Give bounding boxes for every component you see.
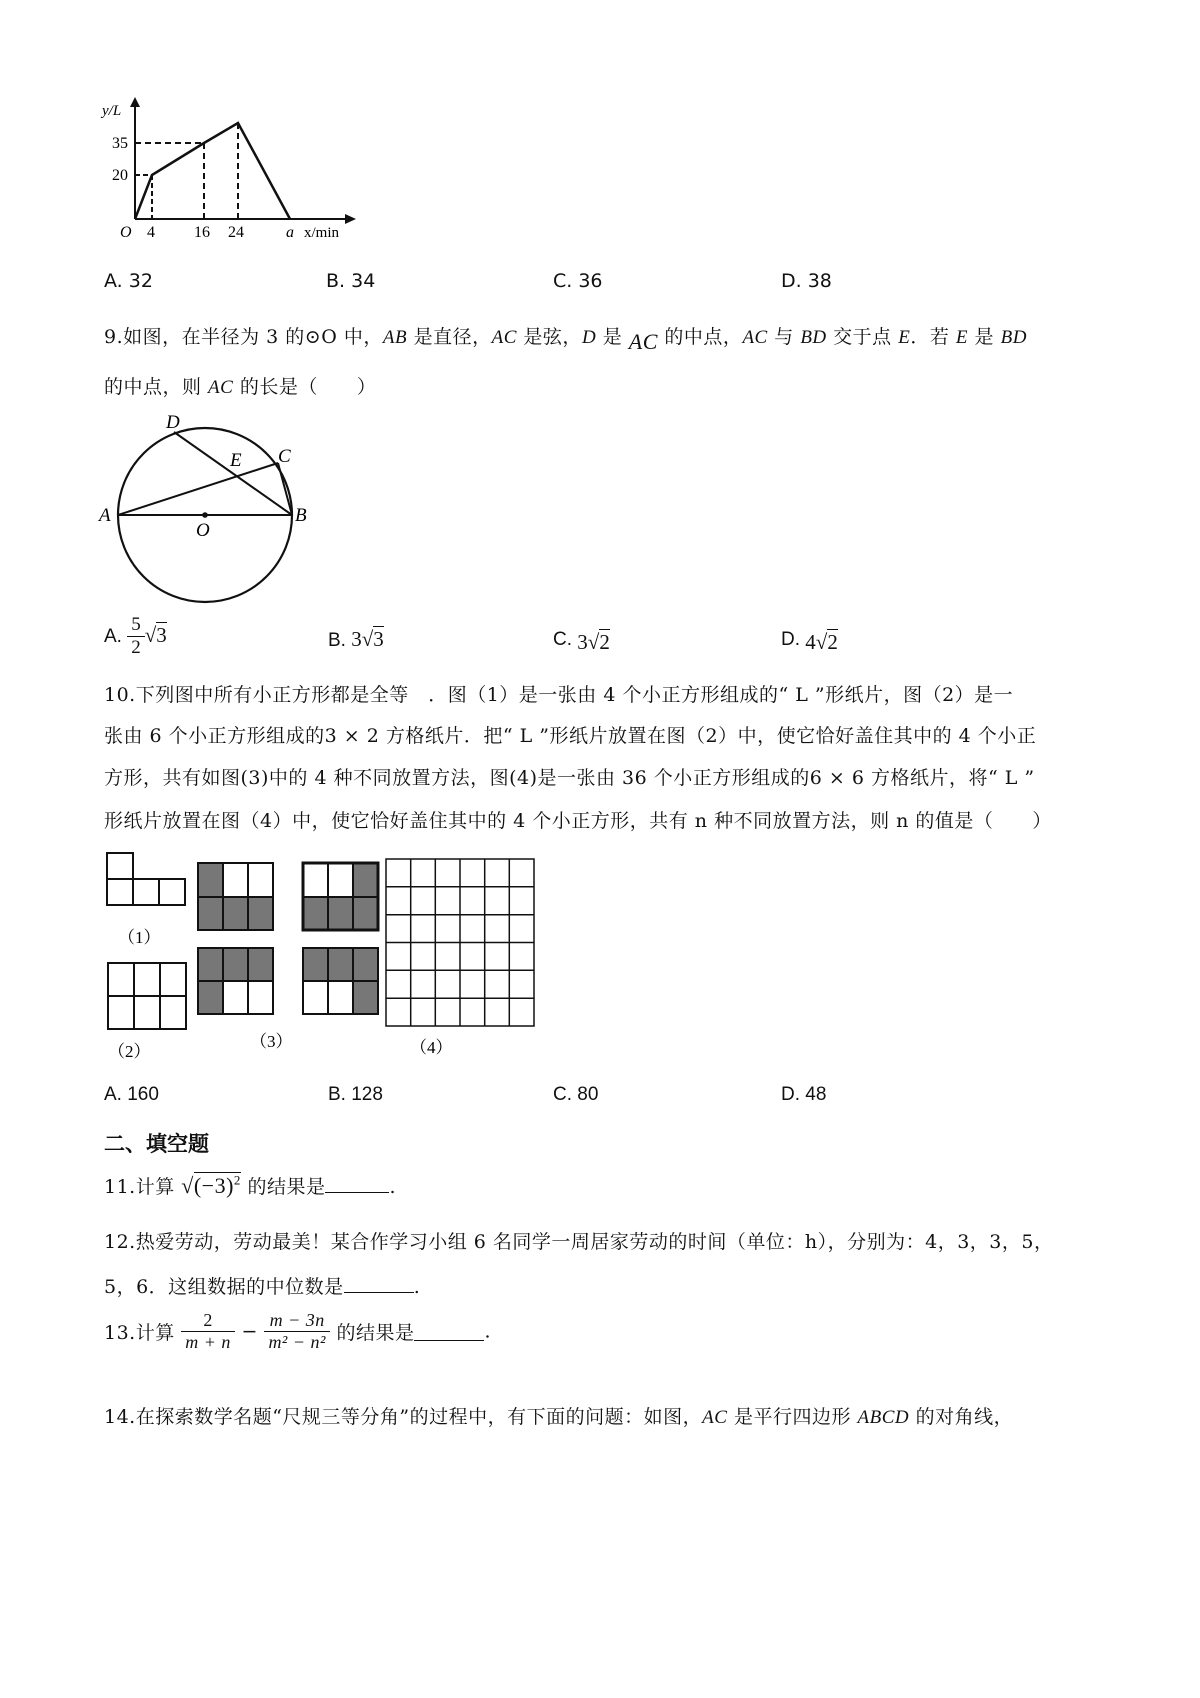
q10-line3: 方形，共有如图(3)中的 4 种不同放置方法，图(4)是一张由 36 个小正方形组成的6 × 6 方格纸片，将“ L ” <box>104 767 1035 789</box>
option-label: A. <box>104 625 122 647</box>
q12-text: . <box>413 1276 421 1298</box>
fig2-label: （2） <box>108 1042 151 1061</box>
q9-bd: BD <box>1000 327 1027 348</box>
x-tick-a: a <box>286 224 294 241</box>
placement-1 <box>198 863 273 930</box>
answer-blank[interactable] <box>414 1322 484 1341</box>
q9-text: 的中点， <box>657 326 743 348</box>
label-e: E <box>230 450 242 471</box>
q13-text: 13.计算 <box>104 1322 175 1344</box>
q9-text: 是弦， <box>516 326 582 348</box>
y-axis-label: y/L <box>102 103 122 119</box>
chord-bd <box>174 432 292 515</box>
label-o: O <box>196 520 210 541</box>
radicand: 3 <box>373 627 384 651</box>
label-a: A <box>99 505 111 526</box>
q9-text: 是 <box>596 326 629 348</box>
q11-text: 11.计算 <box>104 1176 175 1198</box>
q10-line1: 10.下列图中所有小正方形都是全等 ．图（1）是一张由 4 个小正方形组成的“ L ”形纸片，图（2）是一 <box>104 684 1014 706</box>
q9-ac: AC <box>208 377 234 398</box>
y-tick-20: 20 <box>112 167 128 184</box>
answer-blank[interactable] <box>325 1174 389 1193</box>
radicand: 2 <box>599 630 610 654</box>
q10-option-c[interactable]: C. 80 <box>553 1084 599 1105</box>
placement-3 <box>198 948 273 1014</box>
x-axis-label: x/min <box>304 225 340 241</box>
q9-line2 <box>104 372 376 399</box>
arc-ac: AC <box>628 329 658 354</box>
y-axis-arrow <box>130 97 140 107</box>
coefficient: 4 <box>805 630 816 654</box>
placement-2 <box>303 863 378 930</box>
q10-option-b[interactable]: B. 128 <box>328 1084 383 1105</box>
placement-4 <box>303 948 378 1014</box>
label-c: C <box>278 446 291 467</box>
fig1-label: （1） <box>118 928 161 947</box>
radicand: 2 <box>827 630 838 654</box>
y-tick-35: 35 <box>112 135 128 152</box>
q9-option-b[interactable]: B. 3√3 <box>328 627 384 651</box>
q12-line1: 12.热爱劳动，劳动最美！某合作学习小组 6 名同学一周居家劳动的时间（单位：h），分别为：4，3，3，5， <box>104 1231 1054 1253</box>
data-line <box>135 123 290 219</box>
q12-text: 5，6．这组数据的中位数是 <box>104 1276 344 1298</box>
q9-text: 的长是（ ） <box>233 376 377 398</box>
l-shape-figure <box>107 853 185 905</box>
q9-text: 9.如图，在半径为 3 的⊙O 中， <box>104 326 383 348</box>
numerator: 2 <box>181 1310 235 1332</box>
q9-text: ．若 <box>910 326 956 348</box>
q14-ac: AC <box>702 1407 728 1428</box>
option-label: C. <box>553 629 572 650</box>
q8-option-b[interactable]: B. 34 <box>326 270 376 292</box>
q9-option-a[interactable]: A. $\frac{5}{2}$ √3 <box>104 614 167 658</box>
origin-label: O <box>120 224 132 241</box>
denominator: 2 <box>131 637 141 658</box>
q13 <box>104 1310 491 1353</box>
center-point <box>202 512 208 518</box>
option-label: D. <box>781 629 800 650</box>
q9-text: 是 <box>968 326 1001 348</box>
fraction-2 <box>264 1310 329 1353</box>
q9-ab: AB <box>382 327 408 348</box>
line-graph-q8 <box>100 95 360 255</box>
q8-option-c[interactable]: C. 36 <box>553 270 603 292</box>
q9-option-d[interactable]: D. 4√2 <box>781 629 838 654</box>
q10-option-d[interactable]: D. 48 <box>781 1084 827 1105</box>
x-axis-arrow <box>345 214 356 224</box>
grid-3x2-figure <box>108 963 186 1029</box>
q8-option-a[interactable]: A. 32 <box>104 270 153 292</box>
coefficient: 3 <box>577 630 588 654</box>
exponent: 2 <box>233 1172 241 1188</box>
option-label: B. <box>328 630 346 651</box>
label-b: B <box>295 505 307 526</box>
q9-e: E <box>955 327 968 348</box>
circle-diagram <box>95 408 325 618</box>
radicand: (−3) <box>193 1173 234 1198</box>
q9-text: 的中点，则 <box>104 376 209 398</box>
q14-abcd: ABCD <box>857 1407 910 1428</box>
minus-sign: − <box>241 1320 258 1343</box>
q9-d: D <box>581 327 597 348</box>
q14-text: 14.在探索数学名题“尺规三等分角”的过程中，有下面的问题：如图， <box>104 1406 703 1428</box>
numerator: 5 <box>127 614 145 637</box>
fig3-label: （3） <box>250 1032 293 1051</box>
radicand: 3 <box>156 622 167 647</box>
q9-bd: BD <box>800 327 827 348</box>
x-tick-24: 24 <box>228 224 244 241</box>
q9-ac: AC <box>491 327 517 348</box>
section-heading: 二、填空题 <box>104 1132 209 1156</box>
q14-text: 的对角线， <box>909 1406 1014 1428</box>
answer-blank[interactable] <box>344 1274 414 1293</box>
q14-text: 是平行四边形 <box>727 1406 858 1428</box>
q10-option-a[interactable]: A. 160 <box>104 1084 159 1105</box>
grid-6x6-figure <box>386 859 534 1026</box>
x-tick-4: 4 <box>147 224 155 241</box>
grid-figures <box>100 848 540 1070</box>
q11-text: 的结果是 <box>240 1176 326 1198</box>
q13-text: 的结果是 <box>336 1322 415 1344</box>
q8-option-d[interactable]: D. 38 <box>781 270 832 292</box>
q9-e: E <box>898 327 911 348</box>
q11-text: . <box>389 1176 396 1198</box>
denominator: m² − n² <box>268 1332 326 1352</box>
q14-line1 <box>104 1402 1013 1429</box>
q9-line1 <box>104 322 1027 354</box>
coefficient: 3 <box>351 627 362 651</box>
fig4-label: （4） <box>410 1038 453 1057</box>
fraction-5-2 <box>127 614 145 659</box>
q9-text: 与 <box>767 326 801 348</box>
label-d: D <box>166 412 180 433</box>
sqrt-expression: $√(-3)^2$ <box>181 1172 241 1198</box>
q10-line2: 张由 6 个小正方形组成的3 × 2 方格纸片．把“ L ”形纸片放置在图（2）中，使它恰好盖住其中的 4 个小正 <box>104 725 1037 747</box>
q9-text: 是直径， <box>407 326 492 348</box>
x-tick-16: 16 <box>194 224 210 241</box>
q9-text: 交于点 <box>826 326 899 348</box>
q12-line2 <box>104 1272 420 1299</box>
numerator: m − 3n <box>264 1310 329 1332</box>
q9-option-c[interactable]: C. 3√2 <box>553 629 610 654</box>
q11 <box>104 1172 396 1199</box>
q13-text: . <box>484 1320 491 1343</box>
fraction-1 <box>181 1310 235 1353</box>
q10-line4: 形纸片放置在图（4）中，使它恰好盖住其中的 4 个小正方形，共有 n 种不同放置方法，则 n 的值是（ ） <box>104 810 1052 832</box>
denominator: m + n <box>185 1332 231 1352</box>
q9-ac: AC <box>742 327 768 348</box>
